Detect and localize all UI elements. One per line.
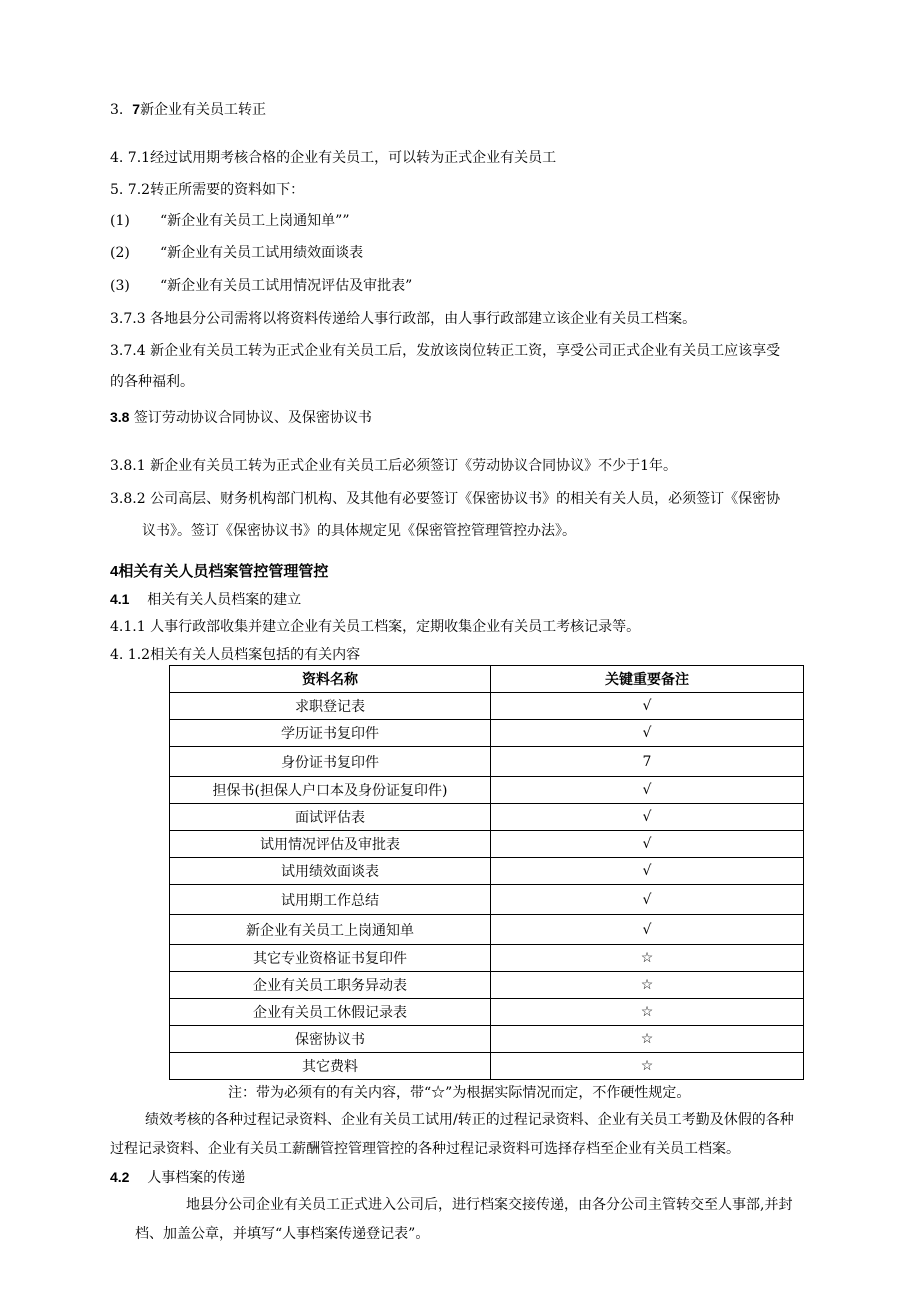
table-row xyxy=(170,777,804,804)
section-title: 签订劳动协议合同协议、及保密协议书 xyxy=(133,410,372,426)
table-row xyxy=(170,1053,804,1080)
document-name-cell: 新企业有关员工上岗通知单 xyxy=(170,915,491,945)
clause-4-1-2: 4. 1.2相关有关人员档案包括的有关内容 xyxy=(110,647,361,663)
doc-item xyxy=(110,244,364,262)
document-name-cell: 试用情况评估及审批表 xyxy=(170,831,491,858)
table-row xyxy=(170,804,804,831)
remark-cell: ☆ xyxy=(491,1053,804,1080)
archive-contents-table xyxy=(169,665,804,1080)
item-number: (2) xyxy=(110,245,130,261)
document-name-cell: 试用期工作总结 xyxy=(170,885,491,915)
item-text: “新企业有关员工试用绩效面谈表 xyxy=(160,245,364,261)
remark-cell: ☆ xyxy=(491,972,804,999)
remark-cell: √ xyxy=(491,831,804,858)
section-title: 相关有关人员档案的建立 xyxy=(147,592,302,608)
remark-cell: √ xyxy=(491,858,804,885)
remark-cell: √ xyxy=(491,804,804,831)
paragraph-records-cont: 过程记录资料、企业有关员工薪酬管控管理管控的各种过程记录资料可选择存档至企业有关员工档案。 xyxy=(110,1141,740,1157)
document-name-cell: 企业有关员工职务异动表 xyxy=(170,972,491,999)
clause-3-7-3: 3.7.3 各地县分公司需将以将资料传递给人事行政部，由人事行政部建立该企业有关员工档案。 xyxy=(110,311,697,327)
section-4-1-heading xyxy=(110,590,301,609)
paragraph-records: 绩效考核的各种过程记录资料、企业有关员工试用/转正的过程记录资料、企业有关员工考勤及休假的各种 xyxy=(145,1112,794,1128)
section-3-7-heading xyxy=(110,100,266,119)
clause-3-8-1: 3.8.1 新企业有关员工转为正式企业有关员工后必须签订《劳动协议合同协议》不少于1年。 xyxy=(110,458,677,474)
table-row xyxy=(170,858,804,885)
item-text: “新企业有关员工上岗通知单”” xyxy=(160,213,350,229)
doc-item xyxy=(110,277,413,295)
section-title: 人事档案的传递 xyxy=(147,1170,246,1186)
item-number: (1) xyxy=(110,213,130,229)
doc-item xyxy=(110,212,350,230)
table-row xyxy=(170,945,804,972)
remark-cell: √ xyxy=(491,777,804,804)
clause-3-7-4: 3.7.4 新企业有关员工转为正式企业有关员工后，发放该岗位转正工资，享受公司正式企业有关员工应该享受 xyxy=(110,343,781,359)
section-number: 3. xyxy=(110,102,124,118)
paragraph-transfer: 地县分公司企业有关员工正式进入公司后，进行档案交接传递，由各分公司主管转交至人事部,并封 xyxy=(186,1197,793,1213)
clause-4-1-1: 4.1.1 人事行政部收集并建立企业有关员工档案，定期收集企业有关员工考核记录等。 xyxy=(110,619,641,635)
table-row xyxy=(170,972,804,999)
section-title: 新企业有关员工转正 xyxy=(140,102,267,118)
header-document-name: 资料名称 xyxy=(170,666,491,693)
document-name-cell: 学历证书复印件 xyxy=(170,720,491,747)
table-row xyxy=(170,885,804,915)
table-row xyxy=(170,693,804,720)
table-row xyxy=(170,1026,804,1053)
remark-cell: 7 xyxy=(491,747,804,777)
item-text: “新企业有关员工试用情况评估及审批表” xyxy=(160,278,413,294)
document-name-cell: 其它专业资格证书复印件 xyxy=(170,945,491,972)
remark-cell: ☆ xyxy=(491,945,804,972)
item-number: (3) xyxy=(110,278,130,294)
section-number: 4.2 xyxy=(110,1169,130,1185)
paragraph-transfer-cont: 档、加盖公章，并填写“人事档案传递登记表”。 xyxy=(135,1226,430,1242)
remark-cell: √ xyxy=(491,885,804,915)
document-name-cell: 保密协议书 xyxy=(170,1026,491,1053)
header-remarks: 关键重要备注 xyxy=(491,666,804,693)
section-number: 4.1 xyxy=(110,591,130,607)
section-number-bold: 7 xyxy=(132,101,141,117)
document-name-cell: 身份证书复印件 xyxy=(170,747,491,777)
table-row xyxy=(170,747,804,777)
clause-3-7-2: 5. 7.2转正所需要的资料如下： xyxy=(110,182,305,198)
clause-3-8-2: 3.8.2 公司高层、财务机构部门机构、及其他有必要签订《保密协议书》的相关有关人员，必须签订《保密协 xyxy=(110,491,781,507)
remark-cell: √ xyxy=(491,720,804,747)
document-name-cell: 试用绩效面谈表 xyxy=(170,858,491,885)
section-4-heading: 4相关有关人员档案管控管理管控 xyxy=(110,563,329,580)
clause-3-7-1: 4. 7.1经过试用期考核合格的企业有关员工，可以转为正式企业有关员工 xyxy=(110,150,557,166)
remark-cell: √ xyxy=(491,915,804,945)
remark-cell: ☆ xyxy=(491,999,804,1026)
table-row xyxy=(170,915,804,945)
table-header-row xyxy=(170,666,804,693)
remark-cell: ☆ xyxy=(491,1026,804,1053)
section-3-8-heading xyxy=(110,408,372,427)
table-row xyxy=(170,720,804,747)
document-name-cell: 担保书(担保人户口本及身份证复印件) xyxy=(170,777,491,804)
table-note: 注：带为必须有的有关内容，带“☆”为根据实际情况而定，不作硬性规定。 xyxy=(228,1085,691,1101)
document-name-cell: 其它费料 xyxy=(170,1053,491,1080)
clause-3-7-4-cont: 的各种福利。 xyxy=(110,374,194,390)
document-name-cell: 求职登记表 xyxy=(170,693,491,720)
document-name-cell: 企业有关员工休假记录表 xyxy=(170,999,491,1026)
table-row xyxy=(170,831,804,858)
clause-3-8-2-cont: 议书》。签订《保密协议书》的具体规定见《保密管控管理管控办法》。 xyxy=(142,523,576,539)
document-name-cell: 面试评估表 xyxy=(170,804,491,831)
table-row xyxy=(170,999,804,1026)
section-number: 3.8 xyxy=(110,409,130,425)
section-4-2-heading xyxy=(110,1168,245,1187)
remark-cell: √ xyxy=(491,693,804,720)
